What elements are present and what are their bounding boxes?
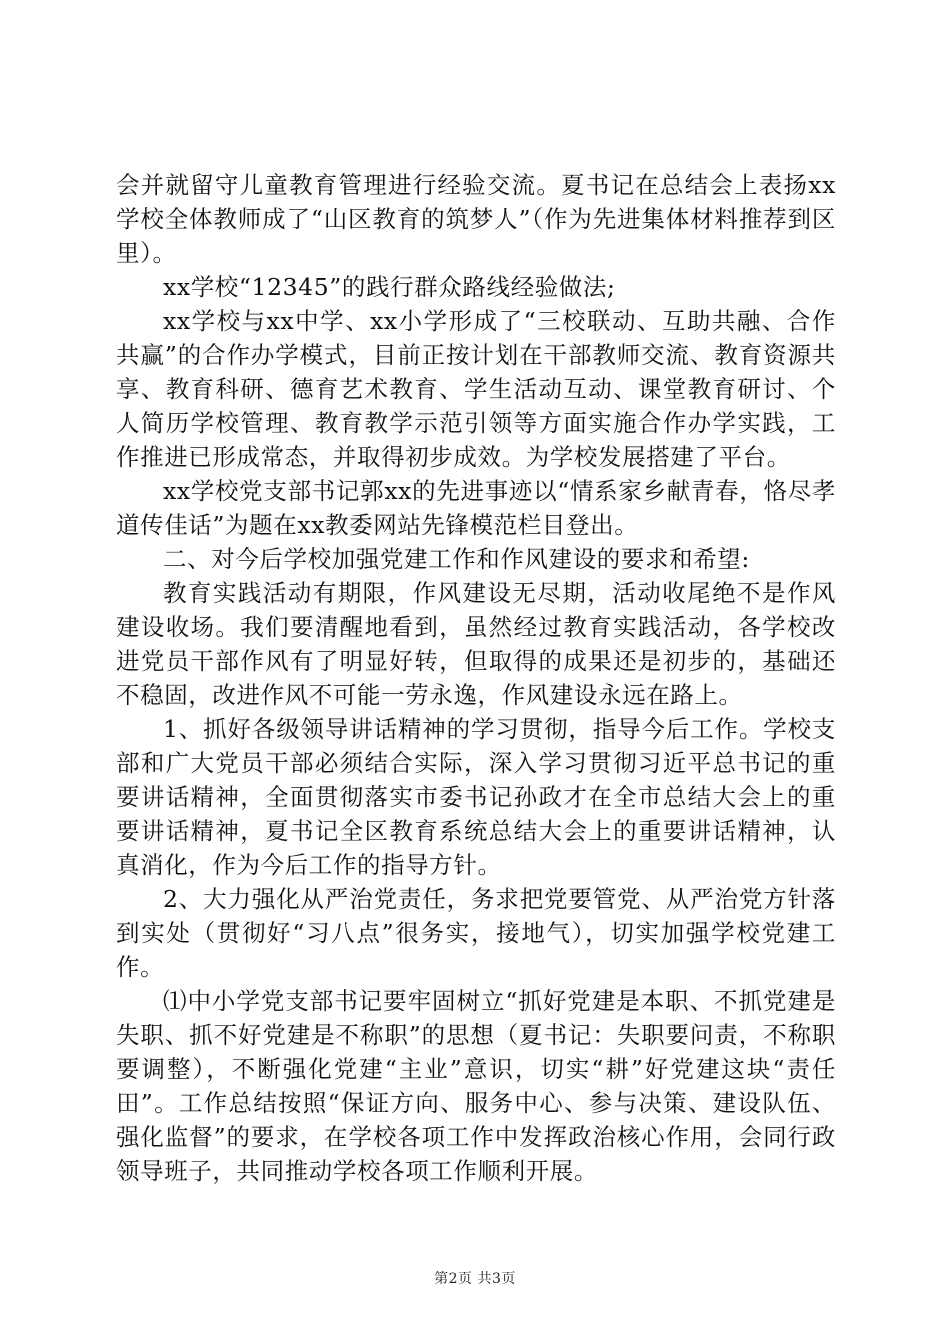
document-body bbox=[116, 168, 836, 1188]
paragraph-1: 会并就留守儿童教育管理进行经验交流。夏书记在总结会上表扬xx学校全体教师成了“山区教育的筑梦人”（作为先进集体材料推荐到区里）。 bbox=[116, 171, 836, 267]
paragraph-4: xx学校党支部书记郭xx的先进事迹以“情系家乡献青春，恪尽孝道传佳话”为题在xx教委网站先锋模范栏目登出。 bbox=[116, 477, 836, 539]
section-heading-2: 二、对今后学校加强党建工作和作风建设的要求和希望: bbox=[163, 545, 750, 573]
page-number: 第2页 共3页 bbox=[434, 1271, 516, 1287]
paragraph-7: 1、抓好各级领导讲话精神的学习贯彻，指导今后工作。学校支部和广大党员干部必须结合实际，深入学习贯彻习近平总书记的重要讲话精神，全面贯彻落实市委书记孙政才在全市总结大会上的重要讲话精神，夏书记全区教育系统总结大会上的重要讲话精神，认真消化，作为今后工作的指导方针。 bbox=[116, 715, 836, 879]
paragraph-6: 教育实践活动有期限，作风建设无尽期，活动收尾绝不是作风建设收场。我们要清醒地看到，虽然经过教育实践活动，各学校改进党员干部作风有了明显好转，但取得的成果还是初步的，基础还不稳固，改进作风不可能一劳永逸，作风建设永远在路上。 bbox=[116, 579, 836, 709]
paragraph-2: xx学校“12345”的践行群众路线经验做法; bbox=[163, 273, 616, 301]
paragraph-9: ⑴中小学党支部书记要牢固树立“抓好党建是本职、不抓党建是失职、抓不好党建是不称职”的思想（夏书记：失职要问责，不称职要调整），不断强化党建“主业”意识，切实“耕”好党建这块“责任田”。工作总结按照“保证方向、服务中心、参与决策、建设队伍、强化监督”的要求，在学校各项工作中发挥政治核心作用，会同行政领导班子，共同推动学校各项工作顺利开展。 bbox=[116, 987, 836, 1185]
page-footer bbox=[0, 1268, 950, 1288]
paragraph-3: xx学校与xx中学、xx小学形成了“三校联动、互助共融、合作共赢”的合作办学模式，目前正按计划在干部教师交流、教育资源共享、教育科研、德育艺术教育、学生活动互动、课堂教育研讨、个人简历学校管理、教育教学示范引领等方面实施合作办学实践，工作推进已形成常态，并取得初步成效。为学校发展搭建了平台。 bbox=[116, 307, 836, 471]
paragraph-8: 2、大力强化从严治党责任，务求把党要管党、从严治党方针落到实处（贯彻好“习八点”很务实，接地气），切实加强学校党建工作。 bbox=[116, 885, 836, 981]
